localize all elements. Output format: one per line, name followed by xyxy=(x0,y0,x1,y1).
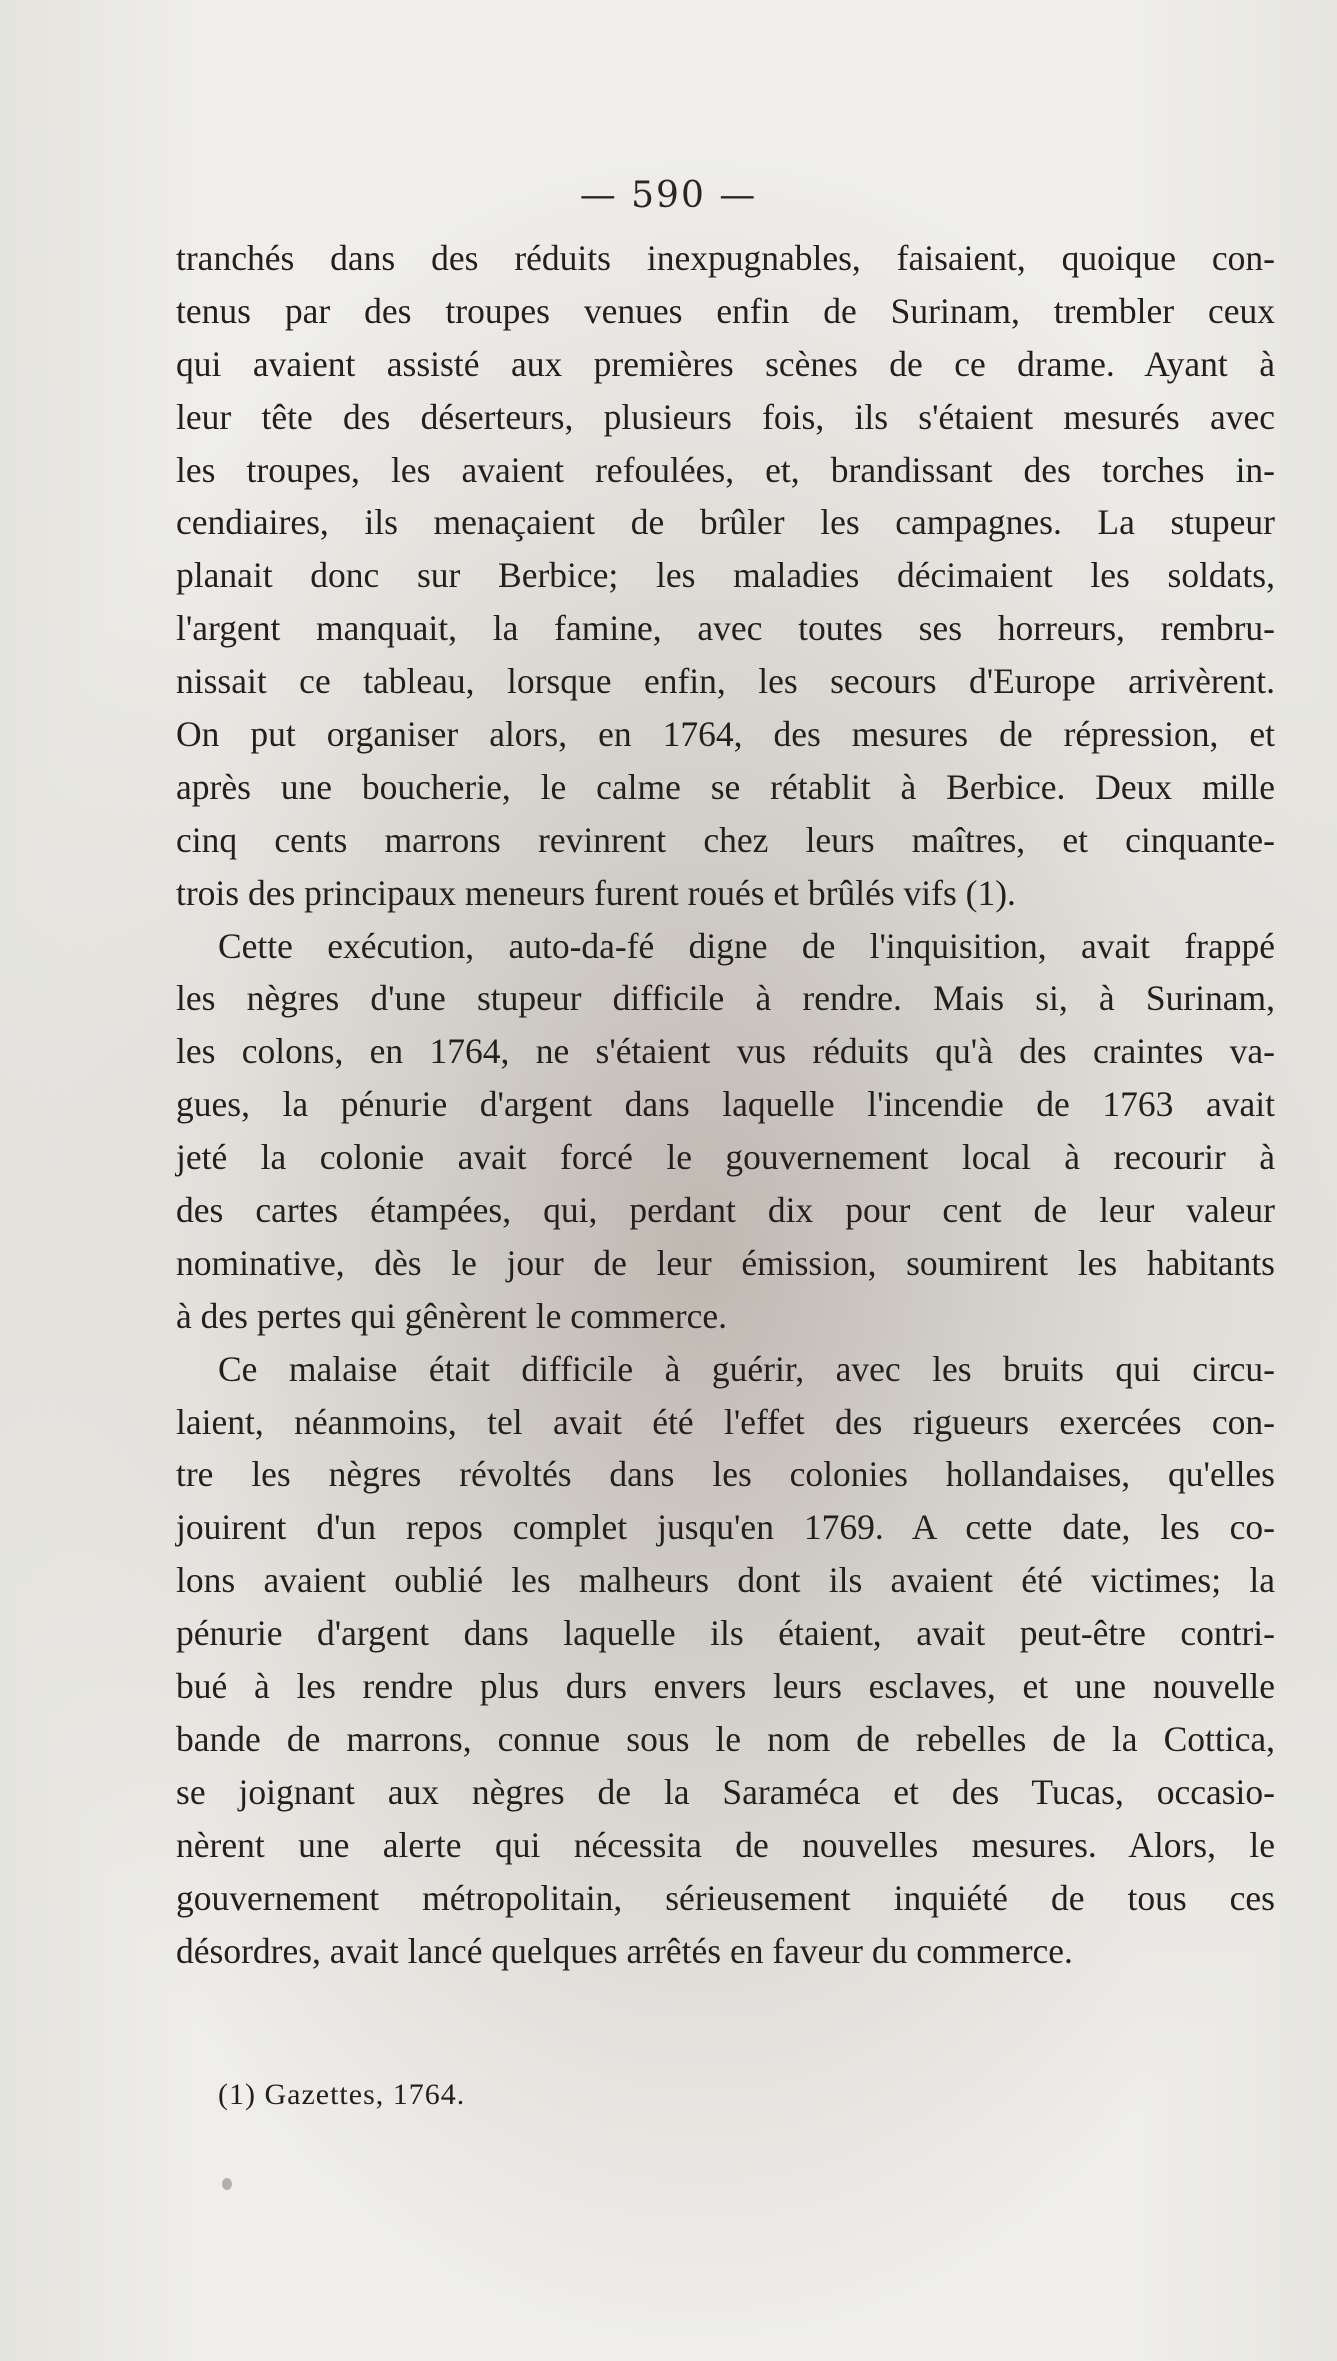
text-line: nominative, dès le jour de leur émission, soumirent les habitants xyxy=(176,1242,1275,1283)
paper-speck xyxy=(222,2178,232,2190)
text-line: On put organiser alors, en 1764, des mesures de répression, et xyxy=(176,714,1275,755)
text-line: cendiaires, ils menaçaient de brûler les campagnes. La stupeur xyxy=(176,502,1275,543)
text-line: jeté la colonie avait forcé le gouvernement local à recourir à xyxy=(176,1137,1275,1178)
page-number: — 590 — xyxy=(579,175,758,216)
text-line: gouvernement métropolitain, sérieusement inquiété de tous ces xyxy=(176,1877,1275,1918)
text-line: les troupes, les avaient refoulées, et, brandissant des torches in- xyxy=(176,449,1275,490)
text-line: bué à les rendre plus durs envers leurs esclaves, et une nouvelle xyxy=(176,1666,1275,1707)
text-line: Ce malaise était difficile à guérir, avec les bruits qui circu- xyxy=(218,1348,1275,1389)
text-line: désordres, avait lancé quelques arrêtés en faveur du commerce. xyxy=(176,1930,1073,1971)
text-line: les nègres d'une stupeur difficile à rendre. Mais si, à Surinam, xyxy=(176,978,1275,1019)
text-line: leur tête des déserteurs, plusieurs fois, ils s'étaient mesurés avec xyxy=(176,396,1275,437)
text-line: qui avaient assisté aux premières scènes de ce drame. Ayant à xyxy=(176,343,1275,384)
text-line: planait donc sur Berbice; les maladies décimaient les soldats, xyxy=(176,555,1275,596)
text-line: trois des principaux meneurs furent roués et brûlés vifs (1). xyxy=(176,872,1016,913)
text-line: tranchés dans des réduits inexpugnables, faisaient, quoique con- xyxy=(176,238,1275,278)
text-line: après une boucherie, le calme se rétablit à Berbice. Deux mille xyxy=(176,766,1275,807)
text-line: Cette exécution, auto-da-fé digne de l'inquisition, avait frappé xyxy=(218,925,1275,966)
text-line: les colons, en 1764, ne s'étaient vus réduits qu'à des craintes va- xyxy=(176,1031,1275,1072)
text-line: l'argent manquait, la famine, avec toutes ses horreurs, rembru- xyxy=(176,608,1275,649)
text-line: se joignant aux nègres de la Saraméca et des Tucas, occasio- xyxy=(176,1771,1275,1812)
text-line: nissait ce tableau, lorsque enfin, les secours d'Europe arrivèrent. xyxy=(176,661,1275,702)
text-line: nèrent une alerte qui nécessita de nouvelles mesures. Alors, le xyxy=(176,1824,1275,1865)
text-line: tre les nègres révoltés dans les colonies hollandaises, qu'elles xyxy=(176,1454,1275,1495)
text-line: lons avaient oublié les malheurs dont ils avaient été victimes; la xyxy=(176,1560,1275,1601)
text-line: cinq cents marrons revinrent chez leurs maîtres, et cinquante- xyxy=(176,819,1275,860)
text-line: gues, la pénurie d'argent dans laquelle l'incendie de 1763 avait xyxy=(176,1084,1275,1125)
body-text xyxy=(176,232,1275,1977)
text-line: bande de marrons, connue sous le nom de rebelles de la Cottica, xyxy=(176,1718,1275,1759)
text-line: pénurie d'argent dans laquelle ils étaient, avait peut-être contri- xyxy=(176,1613,1275,1654)
text-line: laient, néanmoins, tel avait été l'effet des rigueurs exercées con- xyxy=(176,1401,1275,1442)
text-line: à des pertes qui gênèrent le commerce. xyxy=(176,1295,727,1336)
text-line: des cartes étampées, qui, perdant dix pour cent de leur valeur xyxy=(176,1190,1275,1231)
text-line: jouirent d'un repos complet jusqu'en 1769. A cette date, les co- xyxy=(176,1507,1275,1548)
footnote: (1) Gazettes, 1764. xyxy=(218,2078,466,2111)
text-line: tenus par des troupes venues enfin de Surinam, trembler ceux xyxy=(176,290,1275,331)
